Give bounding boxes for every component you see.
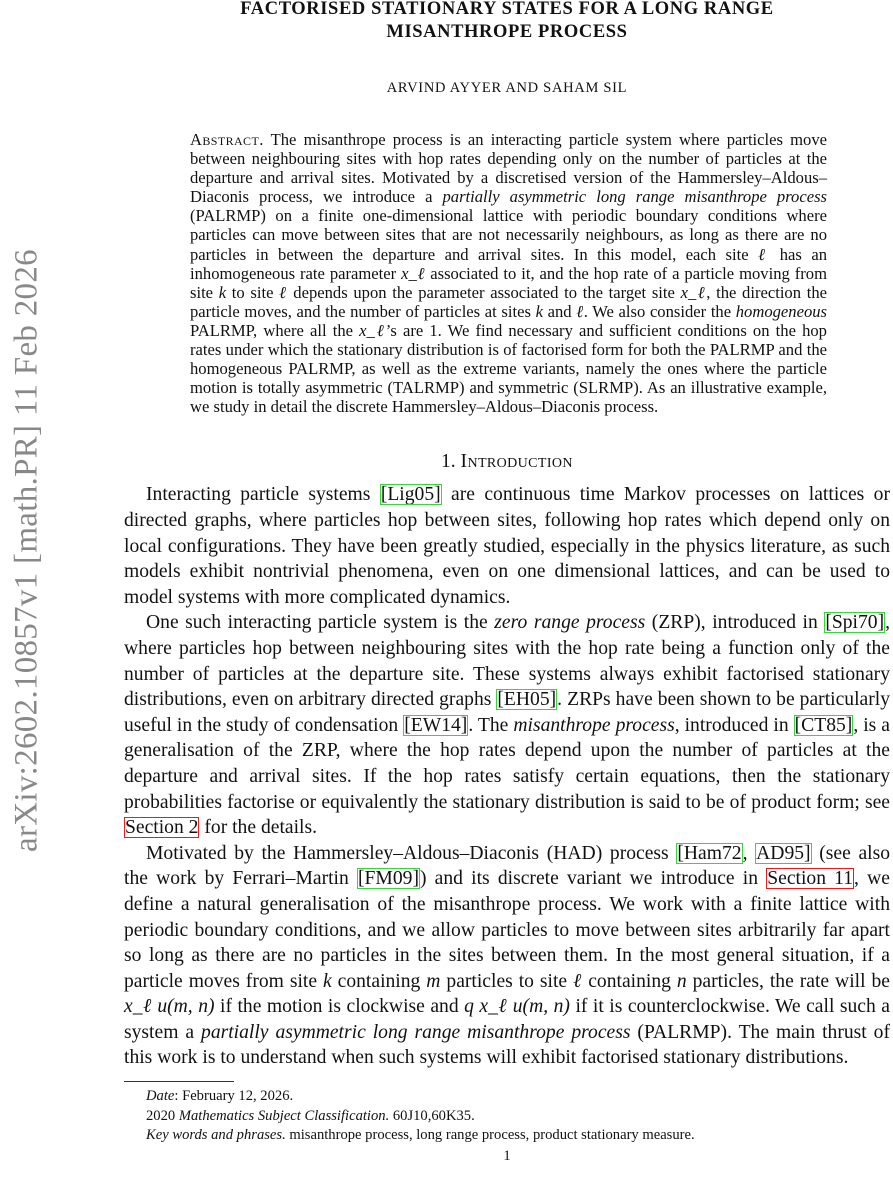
paragraph: [124, 841, 890, 1071]
citation-link[interactable]: [EW14]: [404, 714, 468, 736]
text-run: , we define a natural generalisation of the misanthrope process. We work with a finite lattice with periodic boundary conditions, and we allow particles to move between sites arbitrarily far apart so long as there are no particles in the sites between them. In the most general situation, if a particle moves from site: [124, 868, 890, 992]
text-run: ) and its discrete variant we introduce in: [419, 868, 767, 890]
math-expression: ℓ: [279, 282, 288, 302]
date-label: Date: [146, 1088, 175, 1105]
text-run: for the details.: [199, 817, 317, 839]
text-run: (PALRMP) on a finite one-dimensional lattice with periodic boundary conditions where particles can move between sites that are not necessarily neighbours, as long as there are no particles in between the departure and arrival sites. In this model, each site: [190, 206, 827, 264]
section-reference-link[interactable]: Section 11: [767, 868, 854, 890]
emphasized-term: misanthrope process: [513, 714, 675, 736]
text-run: Interacting particle systems: [146, 484, 380, 506]
arxiv-identifier-stamp[interactable]: arXiv:2602.10857v1 [math.PR] 11 Feb 2026: [8, 249, 45, 852]
math-expression: k: [218, 282, 227, 302]
text-run: (see also the work by Ferrari–Martin: [124, 842, 891, 890]
math-expression: x_ℓ: [680, 282, 707, 302]
math-expression: ℓ: [573, 970, 583, 992]
text-run: ,: [742, 842, 756, 864]
emphasized-term: partially asymmetric long range misanthrope process: [442, 187, 827, 207]
page-number: 1: [503, 1147, 511, 1164]
math-expression: ℓ: [576, 301, 584, 321]
text-run: , introduced in: [674, 714, 794, 736]
text-run: particles to site: [440, 970, 574, 992]
citation-link[interactable]: [Ham72: [677, 842, 742, 864]
keywords-value: misanthrope process, long range process, product stationary measure.: [285, 1127, 695, 1144]
text-run: containing: [331, 970, 427, 992]
citation-link[interactable]: AD95]: [756, 842, 811, 864]
page-content: [124, 130, 890, 1165]
math-expression: k: [535, 301, 543, 321]
text-run: ’s are 1. We find necessary and sufficient conditions on the hop rates under which the stationary distribution is of factorised form for both the PALRMP and the homogeneous PALRMP, as well as the extreme variants, namely the ones where the particle motion is totally asymmetric (TALRMP) and symmetric (SLRMP). As an illustrative example, we study in detail the discrete Hammersley–Aldous–Diaconis process.: [190, 320, 827, 417]
paragraph: [124, 610, 890, 840]
footnote-msc: [146, 1107, 890, 1127]
text-run: The misanthrope process is an interacting particle system where particles move between neighbouring sites with hop rates depending only on the number of particles at the departure and arrival sites. Motivated by a discretised version of the Hammersley–Aldous–Diaconis process, we introduce a: [190, 130, 827, 207]
citation-link[interactable]: [EH05]: [497, 689, 557, 711]
emphasized-term: zero range process: [494, 612, 646, 634]
footnote-date: [146, 1087, 890, 1107]
text-run: Motivated by the Hammersley–Aldous–Diaconis (HAD) process: [146, 842, 677, 864]
text-run: . We also consider the: [583, 301, 736, 321]
math-expression: n: [676, 970, 687, 992]
text-run: particles, the rate will be: [686, 970, 890, 992]
text-run: has an inhomogeneous rate parameter: [190, 244, 827, 283]
math-expression: x_ℓ: [401, 263, 426, 283]
text-run: . The: [468, 714, 514, 736]
text-run: if the motion is clockwise and: [214, 996, 465, 1018]
footnote-keywords: [146, 1126, 890, 1146]
text-run: containing: [582, 970, 677, 992]
math-expression: m: [426, 970, 441, 992]
text-run: are continuous time Markov processes on lattices or directed graphs, where particles hop between sites, following hop rates which depend only on local configurations. They have been greatly studied, especially in the physics literature, as such models exhibit nontrivial phenomena, even on one dimensional lattices, and can be used to model systems with more complicated dynamics.: [124, 484, 890, 608]
paragraph: [124, 482, 890, 610]
text-run: associated to it, and the hop rate of a particle moving from site: [190, 263, 828, 302]
abstract-label: Abstract.: [190, 130, 264, 149]
math-expression: ℓ: [758, 244, 771, 264]
section-reference-link[interactable]: Section 2: [125, 817, 199, 839]
citation-link[interactable]: [Spi70]: [825, 612, 885, 634]
abstract: [190, 130, 827, 416]
text-run: to site: [226, 282, 280, 302]
math-expression: x_ℓ u(m, n): [124, 996, 215, 1018]
keywords-label: Key words and phrases.: [146, 1127, 286, 1144]
footnote-rule: [124, 1081, 234, 1082]
introduction-body: [124, 482, 890, 1071]
text-run: if it is counterclockwise. We call such a system a: [124, 996, 890, 1043]
msc-year: 2020: [146, 1107, 179, 1124]
text-run: depends upon the parameter associated to the target site: [287, 282, 681, 302]
date-value: : February 12, 2026.: [174, 1088, 294, 1105]
citation-link[interactable]: [FM09]: [358, 868, 419, 890]
msc-value: 60J10,60K35.: [389, 1107, 475, 1124]
section-title: Introduction: [460, 451, 573, 473]
section-heading: [124, 450, 890, 474]
text-run: . ZRPs have been shown to be particularly useful in the study of condensation: [124, 689, 890, 736]
citation-link[interactable]: [CT85]: [794, 714, 853, 736]
paper-title: [124, 0, 890, 44]
msc-label: Mathematics Subject Classification.: [178, 1107, 390, 1124]
title-line-2: MISANTHROPE PROCESS: [386, 22, 628, 42]
title-line-1: FACTORISED STATIONARY STATES FOR A LONG RANGE: [240, 0, 774, 19]
citation-link[interactable]: [Lig05]: [380, 484, 441, 506]
math-expression: x_ℓ: [359, 320, 386, 340]
text-run: (ZRP), introduced in: [645, 612, 825, 634]
text-run: (PALRMP). The main thrust of this work is to understand when such systems will exhibit factorised stationary distributions.: [124, 1021, 890, 1069]
text-run: , the direction the particle moves, and the number of particles at sites: [190, 282, 827, 321]
text-run: One such interacting particle system is the: [146, 612, 495, 634]
text-run: , is a generalisation of the ZRP, where the hop rates depend upon the number of particles at the departure and arrival sites. If the hop rates satisfy certain equations, then the stationary probabilities factorise or equivalently the stationary distribution is said to be of product form; see: [124, 714, 891, 813]
math-expression: q x_ℓ u(m, n): [464, 996, 570, 1018]
footnotes: [146, 1087, 890, 1146]
authors: ARVIND AYYER AND SAHAM SIL: [386, 80, 628, 96]
text-run: PALRMP, where all the: [190, 320, 360, 340]
section-number: 1.: [441, 451, 456, 473]
math-expression: k: [322, 970, 332, 992]
emphasized-term: partially asymmetric long range misanthrope process: [201, 1021, 631, 1043]
text-run: , where particles hop between neighbouring sites with the hop rate being a function only of the number of particles at the departure site. These systems always exhibit factorised stationary distributions, even on arbitrary directed graphs: [124, 612, 891, 711]
text-run: and: [542, 301, 577, 321]
emphasized-term: homogeneous: [735, 301, 827, 321]
